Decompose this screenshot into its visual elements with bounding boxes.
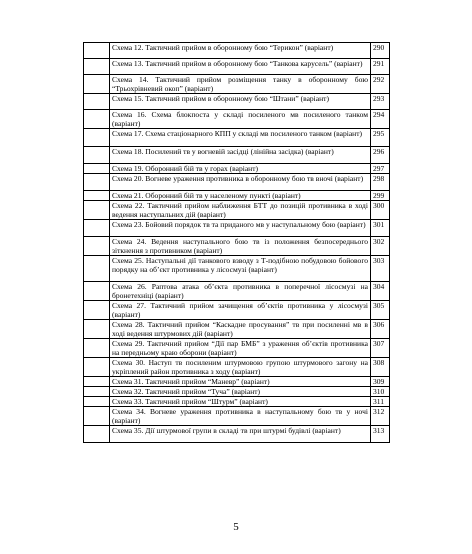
toc-entry-page: 306 <box>371 320 390 339</box>
toc-entry-title: Схема 18. Посилений тв у вогневій засідці (лінійна засідка) (варіант) <box>110 147 371 164</box>
contents-table <box>83 42 390 443</box>
toc-entry-page: 290 <box>371 43 390 59</box>
toc-entry-page: 292 <box>371 75 390 94</box>
toc-entry-title: Схема 14. Тактичний прийом розміщення танку в оборонному бою “Трьохрівневий окоп” (варіант) <box>110 75 371 94</box>
toc-entry-title: Схема 32. Тактичний прийом “Туча” (варіант) <box>110 387 371 397</box>
toc-entry-title: Схема 21. Оборонний бій тв у населеному пункті (варіант) <box>110 191 371 201</box>
toc-entry-page: 310 <box>371 387 390 397</box>
toc-empty-cell <box>84 237 110 256</box>
toc-row <box>84 358 390 377</box>
toc-empty-cell <box>84 129 110 147</box>
toc-row <box>84 256 390 282</box>
toc-entry-title: Схема 17. Схема стаціонарного КПП у складі мв посиленого танком (варіант) <box>110 129 371 147</box>
toc-empty-cell <box>84 407 110 426</box>
toc-empty-cell <box>84 75 110 94</box>
toc-entry-page: 303 <box>371 256 390 282</box>
toc-entry-title: Схема 33. Тактичний прийом “Штурм” (варіант) <box>110 397 371 407</box>
contents-table-body <box>84 43 390 443</box>
toc-empty-cell <box>84 377 110 387</box>
toc-entry-page: 309 <box>371 377 390 387</box>
toc-entry-title: Схема 15. Тактичний прийом в оборонному бою “Штани” (варіант) <box>110 94 371 110</box>
toc-row <box>84 237 390 256</box>
toc-entry-page: 305 <box>371 301 390 320</box>
toc-empty-cell <box>84 256 110 282</box>
toc-row <box>84 301 390 320</box>
toc-row <box>84 387 390 397</box>
toc-row <box>84 164 390 174</box>
toc-entry-title: Схема 23. Бойовий порядок тв та приданого мв у наступальному бою (варіант) <box>110 220 371 237</box>
toc-empty-cell <box>84 59 110 75</box>
toc-entry-page: 297 <box>371 164 390 174</box>
toc-entry-title: Схема 24. Ведення наступального бою тв із положення безпосереднього зіткнення з противником (варіант) <box>110 237 371 256</box>
toc-entry-page: 295 <box>371 129 390 147</box>
toc-empty-cell <box>84 94 110 110</box>
toc-entry-title: Схема 13. Тактичний прийом в оборонному бою “Танкова карусель” (варіант) <box>110 59 371 75</box>
toc-entry-title: Схема 30. Наступ тв посиленим штурмовою групою штурмового загону на укріплений район противника з ходу (варіант) <box>110 358 371 377</box>
toc-entry-page: 301 <box>371 220 390 237</box>
toc-entry-page: 300 <box>371 201 390 220</box>
toc-entry-page: 302 <box>371 237 390 256</box>
toc-entry-page: 307 <box>371 339 390 358</box>
toc-entry-title: Схема 34. Вогневе ураження противника в наступальному бою тв у ночі (варіант) <box>110 407 371 426</box>
toc-empty-cell <box>84 358 110 377</box>
toc-entry-title: Схема 29. Тактичний прийом “Дії пар БМБ” з ураження об’єктів противника на передньому краю оборони (варіант) <box>110 339 371 358</box>
toc-empty-cell <box>84 191 110 201</box>
toc-row <box>84 110 390 129</box>
toc-row <box>84 129 390 147</box>
toc-entry-page: 308 <box>371 358 390 377</box>
toc-empty-cell <box>84 387 110 397</box>
toc-entry-page: 298 <box>371 174 390 191</box>
toc-row <box>84 320 390 339</box>
toc-empty-cell <box>84 147 110 164</box>
toc-entry-page: 312 <box>371 407 390 426</box>
toc-row <box>84 191 390 201</box>
toc-entry-title: Схема 19. Оборонний бій тв у горах (варіант) <box>110 164 371 174</box>
toc-entry-page: 304 <box>371 282 390 301</box>
toc-empty-cell <box>84 174 110 191</box>
toc-entry-title: Схема 12. Тактичний прийом в оборонному бою “Терикон” (варіант) <box>110 43 371 59</box>
toc-entry-title: Схема 16. Схема блокпоста у складі посиленого мв посиленого танком (варіант) <box>110 110 371 129</box>
toc-entry-title: Схема 26. Раптова атака об’єкта противника в поперечної лісосмузі на бронетехніці (варіант) <box>110 282 371 301</box>
toc-empty-cell <box>84 201 110 220</box>
toc-row <box>84 407 390 426</box>
toc-empty-cell <box>84 220 110 237</box>
toc-entry-title: Схема 25. Наступальні дії танкового взводу з Т-подібною побудовою бойового порядку на об’єкт противника у лісосмузі (варіант) <box>110 256 371 282</box>
toc-empty-cell <box>84 110 110 129</box>
toc-entry-title: Схема 22. Тактичний прийом наближення БТТ до позицій противника в ході ведення наступальних дій (варіант) <box>110 201 371 220</box>
toc-entry-page: 294 <box>371 110 390 129</box>
toc-empty-cell <box>84 397 110 407</box>
toc-empty-cell <box>84 43 110 59</box>
toc-row <box>84 201 390 220</box>
toc-empty-cell <box>84 282 110 301</box>
toc-empty-cell <box>84 426 110 443</box>
toc-entry-title: Схема 28. Тактичний прийом “Каскадне просування” тв при посиленні мв в ході ведення штурмових дій (варіант) <box>110 320 371 339</box>
toc-empty-cell <box>84 164 110 174</box>
toc-empty-cell <box>84 339 110 358</box>
toc-row <box>84 397 390 407</box>
toc-entry-title: Схема 27. Тактичний прийом зачищення об’єктів противника у лісосмузі (варіант) <box>110 301 371 320</box>
toc-row <box>84 75 390 94</box>
toc-entry-page: 311 <box>371 397 390 407</box>
toc-entry-page: 299 <box>371 191 390 201</box>
toc-empty-cell <box>84 301 110 320</box>
toc-row <box>84 94 390 110</box>
toc-entry-title: Схема 31. Тактичний прийом “Маневр” (варіант) <box>110 377 371 387</box>
toc-row <box>84 174 390 191</box>
toc-entry-page: 313 <box>371 426 390 443</box>
toc-row <box>84 43 390 59</box>
toc-row <box>84 282 390 301</box>
toc-entry-page: 291 <box>371 59 390 75</box>
toc-row <box>84 377 390 387</box>
toc-row <box>84 220 390 237</box>
toc-row <box>84 147 390 164</box>
toc-entry-page: 296 <box>371 147 390 164</box>
toc-row <box>84 339 390 358</box>
toc-row <box>84 426 390 443</box>
toc-entry-title: Схема 35. Дії штурмової групи в складі тв при штурмі будівлі (варіант) <box>110 426 371 443</box>
toc-empty-cell <box>84 320 110 339</box>
toc-entry-page: 293 <box>371 94 390 110</box>
page-number: 5 <box>233 521 239 533</box>
toc-row <box>84 59 390 75</box>
toc-entry-title: Схема 20. Вогневе ураження противника в оборонному бою тв вночі (варіант) <box>110 174 371 191</box>
